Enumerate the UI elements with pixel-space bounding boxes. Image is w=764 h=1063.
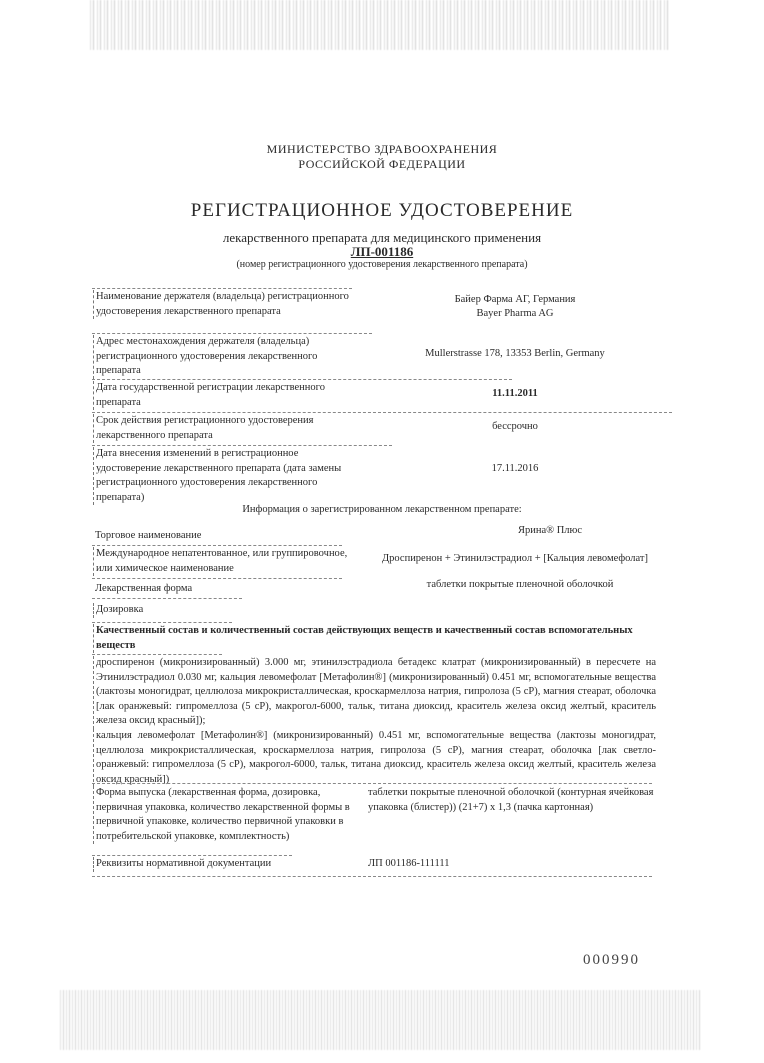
divider — [92, 876, 652, 877]
validity-value: бессрочно — [492, 421, 538, 432]
registration-date-label: Дата государственной регистрации лекарственного препарата — [93, 381, 361, 410]
registration-number-caption: (номер регистрационного удостоверения лекарственного препарата) — [236, 259, 528, 270]
divider — [92, 379, 512, 380]
divider — [92, 783, 652, 784]
divider — [92, 598, 242, 599]
page-number: 000990 — [583, 952, 640, 968]
divider — [92, 855, 292, 856]
holder-address-value: Mullerstrasse 178, 13353 Berlin, Germany — [425, 348, 605, 359]
document-title: РЕГИСТРАЦИОННОЕ УДОСТОВЕРЕНИЕ — [190, 200, 574, 221]
change-date-label: Дата внесения изменений в регистрационное удостоверение лекарственного препарата (дата замены регистрационного удостоверения лекарственного препарата) — [93, 447, 361, 505]
scan-noise-bottom — [60, 990, 700, 1050]
holder-name-label: Наименование держателя (владельца) регистрационного удостоверения лекарственного препарата — [93, 290, 361, 319]
scan-noise-top — [90, 0, 670, 50]
divider — [92, 578, 342, 579]
normative-value: ЛП 001186-111111 — [368, 858, 450, 869]
holder-name-value-latin: Bayer Pharma AG — [476, 308, 554, 319]
divider — [92, 288, 352, 289]
release-form-value: таблетки покрытые пленочной оболочкой (контурная ячейковая упаковка (блистер)) (21+7) x 1,3 (пачка картонная) — [368, 787, 654, 813]
divider — [92, 445, 392, 446]
composition-text-1: дроспиренон (микронизированный) 3.000 мг, этинилэстрадиола бетадекс клатрат (микронизированный) в пересчете на Этинилэстрадиол 0.030 мг, кальция левомефолат [Метафолин®] (микронизированный) 0.451 мг, вспомогательные вещества (лактозы моногидрат, целлюлоза микрокристаллическая, кроскармеллоза натрия, гипролоза (5 сР), магния стеарат, оболочка [лак оранжевый: гипромеллоза (5 сР), макрогол-6000, тальк, титана диоксид, краситель железа оксид желтый, краситель железа оксид красный]); — [93, 656, 656, 729]
holder-name-value: Байер Фарма АГ, Германия — [454, 294, 576, 305]
dosage-form-label: Лекарственная форма — [95, 583, 193, 594]
release-form-label: Форма выпуска (лекарственная форма, дозировка, первичная упаковка, количество лекарственной формы в первичной упаковке, количество первичной упаковки в потребительской упаковке, комплектность) — [93, 786, 361, 844]
divider — [92, 545, 342, 546]
ministry-line-2: РОССИЙСКОЙ ФЕДЕРАЦИИ — [298, 157, 466, 171]
trade-name-label: Торговое наименование — [95, 530, 202, 541]
info-heading: Информация о зарегистрированном лекарственном препарате: — [242, 504, 522, 515]
dosage-label: Дозировка — [93, 603, 361, 618]
divider — [92, 412, 672, 413]
document-subtitle: лекарственного препарата для медицинского применения — [222, 230, 542, 245]
divider — [92, 622, 232, 623]
registration-date-value: 11.11.2011 — [492, 388, 538, 399]
divider — [92, 333, 372, 334]
change-date-value: 17.11.2016 — [491, 463, 539, 474]
dosage-form-value: таблетки покрытые пленочной оболочкой — [426, 579, 614, 590]
composition-text-2: кальция левомефолат [Метафолин®] (микронизированный) 0.451 мг, вспомогательные вещества (лактозы моногидрат, целлюлоза микрокристаллическая, кроскармеллоза натрия, гипролоза (5 сР), магния стеарат, оболочка [лак светло-оранжевый: гипромеллоза (5 сР), макрогол-6000, тальк, титана диоксид, краситель железа оксид желтый, краситель железа оксид красный]) — [93, 729, 656, 787]
divider — [92, 654, 222, 655]
registration-number: ЛП-001186 — [350, 244, 414, 259]
holder-address-label: Адрес местонахождения держателя (владельца) регистрационного удостоверения лекарственного препарата — [93, 335, 361, 379]
inn-value: Дроспиренон + Этинилэстрадиол + [Кальция левомефолат] — [381, 553, 649, 564]
validity-label: Срок действия регистрационного удостоверения лекарственного препарата — [93, 414, 361, 443]
trade-name-value: Ярина® Плюс — [517, 525, 583, 536]
composition-heading: Качественный состав и количественный состав действующих веществ и качественный состав вспомогательных веществ — [93, 624, 656, 653]
ministry-line-1: МИНИСТЕРСТВО ЗДРАВООХРАНЕНИЯ — [266, 142, 498, 156]
inn-label: Международное непатентованное, или группировочное, или химическое наименование — [93, 547, 361, 576]
normative-label: Реквизиты нормативной документации — [93, 857, 361, 872]
